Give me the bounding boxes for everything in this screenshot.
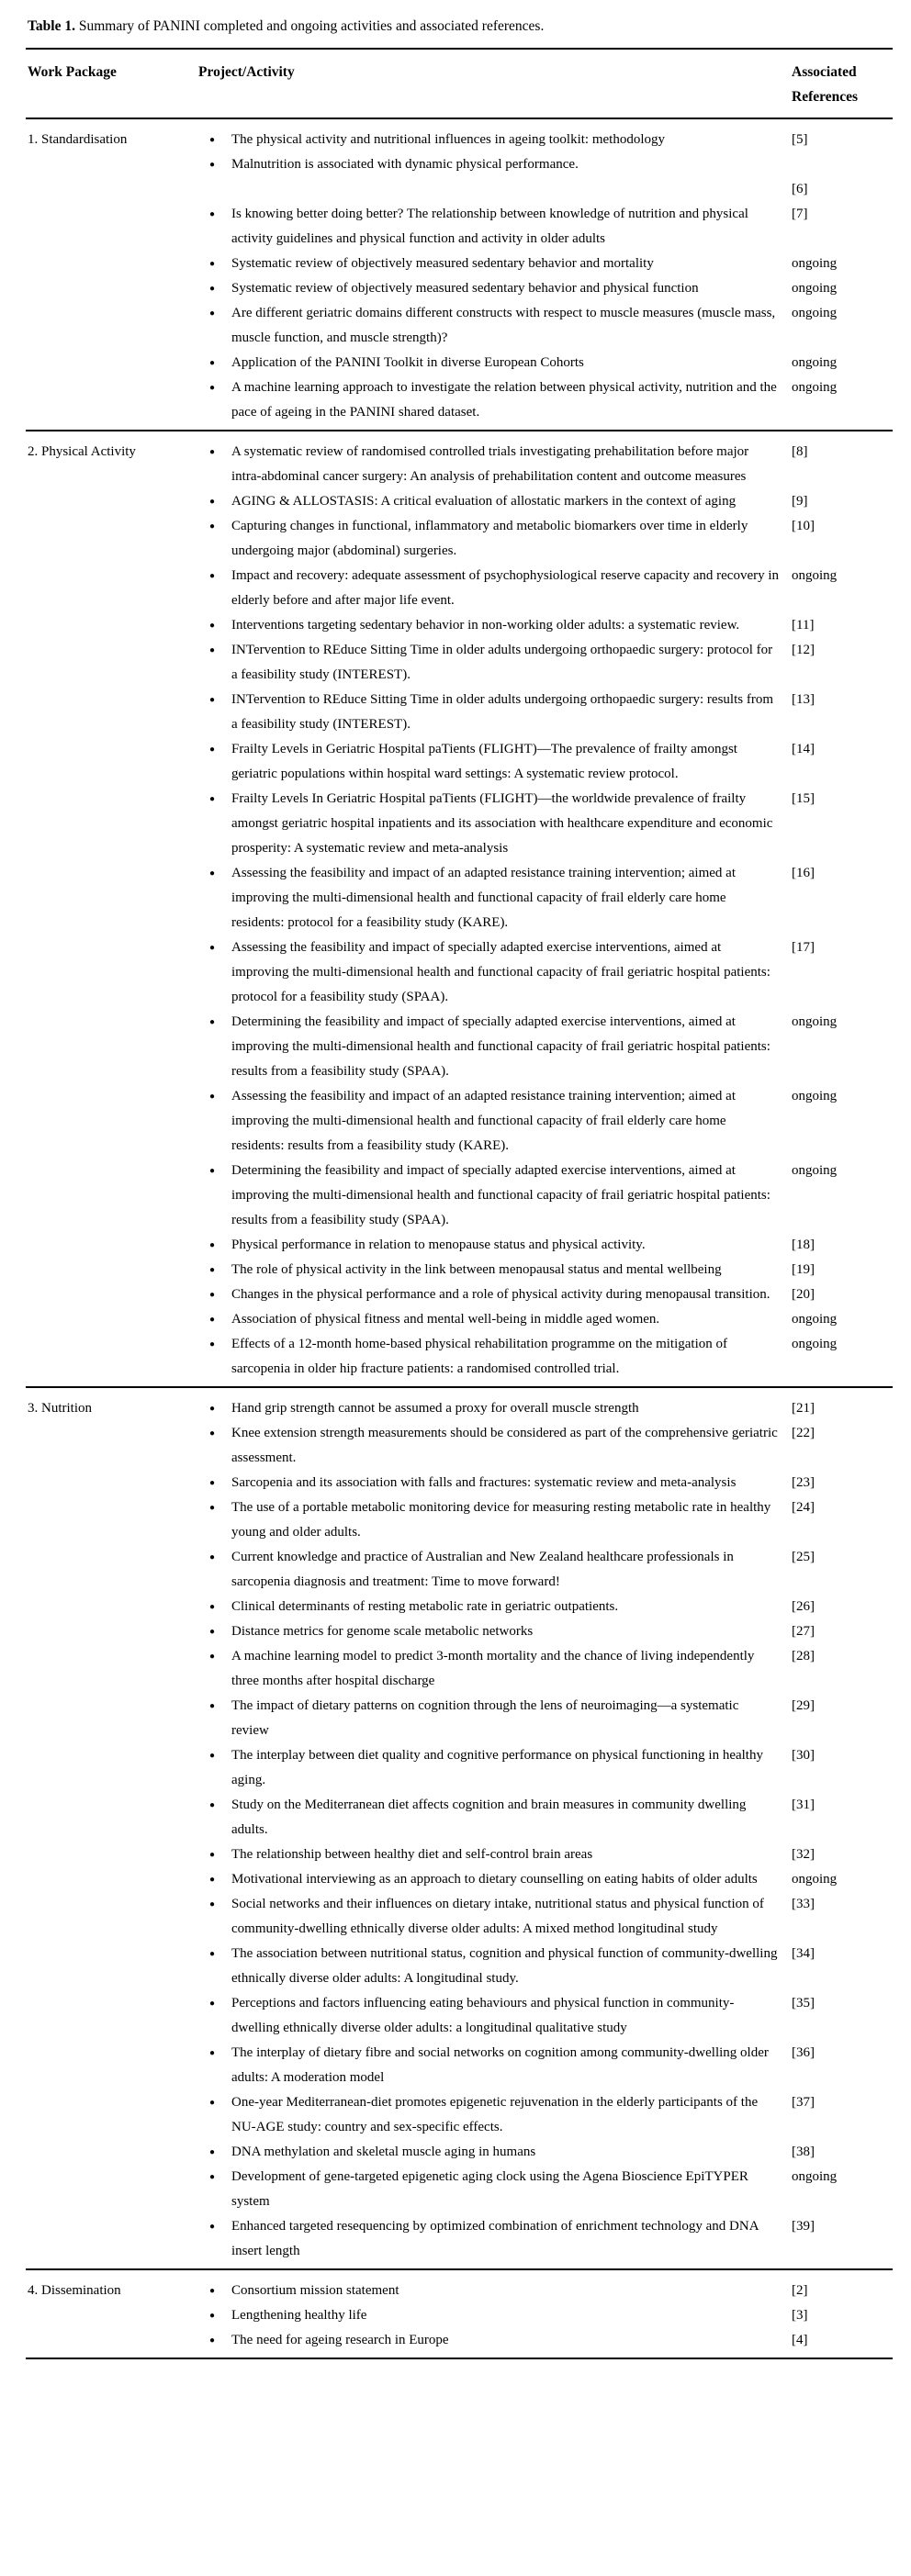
activity-text: The use of a portable metabolic monitoring device for measuring resting metabolic rate in healthy young and older adults. — [231, 1500, 771, 1540]
activity-text: Systematic review of objectively measured sedentary behavior and physical function — [231, 281, 699, 296]
bullet-icon: ● — [208, 259, 216, 269]
activity-text: Social networks and their influences on dietary intake, nutritional status and physical function of community-dwelling ethnically diverse older adults: A mixed method longitudinal study — [231, 1897, 764, 1936]
activity-row — [193, 2214, 893, 2264]
bullet-icon: ● — [208, 1552, 216, 1562]
table-caption-label: Table 1. — [28, 18, 75, 34]
activity-row — [193, 638, 893, 688]
reference-cell: ongoing — [792, 568, 838, 583]
activity-text: Study on the Mediterranean diet affects cognition and brain measures in community dwelling adults. — [231, 1798, 747, 1837]
activity-row — [193, 1332, 893, 1382]
reference-cell: [36] — [792, 2045, 815, 2060]
activity-list — [193, 440, 893, 1382]
activity-row — [193, 1159, 893, 1233]
activity-text: A machine learning approach to investigate the relation between physical activity, nutrition and the pace of ageing in the PANINI shared dataset. — [231, 380, 777, 420]
activity-row — [193, 564, 893, 613]
reference-cell: ongoing — [792, 256, 838, 271]
activity-text: Determining the feasibility and impact of specially adapted exercise interventions, aimed at improving the multi-dimensional health and functional capacity of frail geriatric hospital patients: results from a feasibility study (SPAA). — [231, 1014, 770, 1079]
reference-cell: [26] — [792, 1599, 815, 1614]
activity-text: Physical performance in relation to menopause status and physical activity. — [231, 1238, 646, 1252]
reference-cell: [4] — [792, 2333, 808, 2347]
activity-row — [193, 152, 893, 202]
bullet-icon: ● — [208, 1478, 216, 1488]
activity-text: Malnutrition is associated with dynamic physical performance. — [231, 157, 579, 172]
activity-text: Interventions targeting sedentary behavior in non-working older adults: a systematic review. — [231, 618, 740, 633]
table-section — [26, 1388, 893, 2270]
activity-list — [193, 1396, 893, 2264]
activity-row — [193, 489, 893, 514]
activity-row — [193, 1694, 893, 1743]
activity-row — [193, 1644, 893, 1694]
bullet-icon: ● — [208, 1404, 216, 1414]
activity-row — [193, 1743, 893, 1793]
activity-row — [193, 1793, 893, 1842]
summary-table — [26, 48, 893, 2359]
bullet-icon: ● — [208, 521, 216, 532]
activity-text: INTervention to REduce Sitting Time in older adults undergoing orthopaedic surgery: protocol for a feasibility study (INTEREST). — [231, 643, 773, 682]
reference-cell: [30] — [792, 1748, 815, 1763]
bullet-icon: ● — [208, 745, 216, 755]
activity-text: The physical activity and nutritional influences in ageing toolkit: methodology — [231, 132, 665, 147]
activity-row — [193, 375, 893, 425]
activity-text: Hand grip strength cannot be assumed a proxy for overall muscle strength — [231, 1401, 639, 1416]
bullet-icon: ● — [208, 1800, 216, 1810]
work-package-label: 1. Standardisation — [28, 132, 128, 147]
reference-cell: ongoing — [792, 306, 838, 320]
activity-text: Distance metrics for genome scale metabolic networks — [231, 1624, 534, 1639]
bullet-icon: ● — [208, 1627, 216, 1637]
reference-cell: [31] — [792, 1798, 815, 1812]
reference-cell: [28] — [792, 1649, 815, 1663]
bullet-icon: ● — [208, 2311, 216, 2321]
activity-text: Frailty Levels In Geriatric Hospital paTients (FLIGHT)—the worldwide prevalence of frailty amongst geriatric hospital inpatients and its association with healthcare expenditure and economic prosperity: A systematic review and meta-analysis — [231, 791, 773, 856]
reference-cell: ongoing — [792, 1872, 838, 1887]
activity-row — [193, 1867, 893, 1892]
reference-cell: [22] — [792, 1426, 815, 1440]
bullet-icon: ● — [208, 2222, 216, 2232]
activity-row — [193, 688, 893, 737]
activity-text: DNA methylation and skeletal muscle aging in humans — [231, 2145, 536, 2159]
activity-text: The interplay of dietary fibre and social networks on cognition among community-dwelling older adults: A moderation model — [231, 2045, 769, 2085]
activity-row — [193, 613, 893, 638]
activity-text: Knee extension strength measurements should be considered as part of the comprehensive geriatric assessment. — [231, 1426, 778, 1465]
reference-cell: [16] — [792, 866, 815, 880]
reference-cell: [17] — [792, 940, 815, 955]
activity-row — [193, 252, 893, 276]
activity-row — [193, 861, 893, 935]
bullet-icon: ● — [208, 497, 216, 507]
activity-row — [193, 1545, 893, 1595]
activity-text: Development of gene-targeted epigenetic aging clock using the Agena Bioscience EpiTYPER system — [231, 2169, 748, 2209]
reference-cell: ongoing — [792, 1312, 838, 1327]
activity-row — [193, 202, 893, 252]
reference-cell: [35] — [792, 1996, 815, 2010]
activity-row — [193, 2041, 893, 2090]
bullet-icon: ● — [208, 2335, 216, 2346]
reference-cell: [39] — [792, 2219, 815, 2234]
bullet-icon: ● — [208, 1240, 216, 1250]
work-package-label: 4. Dissemination — [28, 2283, 121, 2298]
bullet-icon: ● — [208, 1503, 216, 1513]
bullet-icon: ● — [208, 383, 216, 393]
activity-text: Motivational interviewing as an approach to dietary counselling on eating habits of older adults — [231, 1872, 758, 1887]
activity-row — [193, 2090, 893, 2140]
activity-text: The association between nutritional status, cognition and physical function of community-dwelling ethnically diverse older adults: A longitudinal study. — [231, 1946, 778, 1986]
bullet-icon: ● — [208, 1999, 216, 2009]
activity-text: A systematic review of randomised controlled trials investigating prehabilitation before major intra-abdominal cancer surgery: An analysis of prehabilitation content and outcome measures — [231, 444, 749, 484]
bullet-icon: ● — [208, 1339, 216, 1350]
activity-row — [193, 2140, 893, 2165]
table-caption — [28, 17, 893, 37]
activity-text: Application of the PANINI Toolkit in diverse European Cohorts — [231, 355, 584, 370]
reference-cell: [29] — [792, 1698, 815, 1713]
activity-text: Perceptions and factors influencing eating behaviours and physical function in community-dwelling ethnically diverse older adults: a longitudinal qualitative study — [231, 1996, 735, 2035]
activity-row — [193, 2279, 893, 2303]
bullet-icon: ● — [208, 1428, 216, 1439]
activity-text: Frailty Levels in Geriatric Hospital paTients (FLIGHT)—The prevalence of frailty amongst geriatric populations within hospital ward settings: A systematic review protocol. — [231, 742, 737, 781]
table-section — [26, 119, 893, 431]
bullet-icon: ● — [208, 1652, 216, 1662]
activity-text: Capturing changes in functional, inflammatory and metabolic biomarkers over time in elderly undergoing major (abdominal) surgeries. — [231, 519, 748, 558]
reference-cell: [2] — [792, 2283, 808, 2298]
activity-text: Are different geriatric domains different constructs with respect to muscle measures (muscle mass, muscle function, and muscle strength)? — [231, 306, 776, 345]
activity-row — [193, 1495, 893, 1545]
bullet-icon: ● — [208, 1949, 216, 1959]
bullet-icon: ● — [208, 160, 216, 170]
activity-row — [193, 1471, 893, 1495]
bullet-icon: ● — [208, 1166, 216, 1176]
reference-cell: [6] — [792, 182, 808, 196]
activity-row — [193, 1595, 893, 1619]
activity-text: The role of physical activity in the link between menopausal status and mental wellbeing — [231, 1262, 722, 1277]
reference-cell: [5] — [792, 132, 808, 147]
reference-cell: [8] — [792, 444, 808, 459]
table-header-row — [26, 50, 893, 119]
activity-row — [193, 301, 893, 351]
activity-text: The impact of dietary patterns on cognition through the lens of neuroimaging—a systematic review — [231, 1698, 739, 1738]
activity-row — [193, 2165, 893, 2214]
reference-cell: [11] — [792, 618, 815, 633]
activity-row — [193, 514, 893, 564]
activity-row — [193, 1942, 893, 1991]
bullet-icon: ● — [208, 2048, 216, 2058]
bullet-icon: ● — [208, 209, 216, 219]
activity-text: The need for ageing research in Europe — [231, 2333, 449, 2347]
reference-cell: [27] — [792, 1624, 815, 1639]
activity-text: Consortium mission statement — [231, 2283, 399, 2298]
reference-cell: ongoing — [792, 1089, 838, 1103]
activity-row — [193, 351, 893, 375]
activity-text: A machine learning model to predict 3-month mortality and the chance of living independently three months after hospital discharge — [231, 1649, 755, 1688]
reference-cell: [23] — [792, 1475, 815, 1490]
bullet-icon: ● — [208, 1850, 216, 1860]
reference-cell: [13] — [792, 692, 815, 707]
bullet-icon: ● — [208, 2172, 216, 2182]
bullet-icon: ● — [208, 1265, 216, 1275]
activity-row — [193, 1842, 893, 1867]
reference-cell: [37] — [792, 2095, 815, 2110]
bullet-icon: ● — [208, 2147, 216, 2157]
bullet-icon: ● — [208, 571, 216, 581]
bullet-icon: ● — [208, 1701, 216, 1711]
activity-text: INTervention to REduce Sitting Time in older adults undergoing orthopaedic surgery: results from a feasibility study (INTEREST). — [231, 692, 773, 732]
activity-text: AGING & ALLOSTASIS: A critical evaluation of allostatic markers in the context of aging — [231, 494, 737, 509]
activity-row — [193, 1421, 893, 1471]
reference-cell: [19] — [792, 1262, 815, 1277]
activity-text: Effects of a 12-month home-based physical rehabilitation programme on the mitigation of sarcopenia in older hip fracture patients: a randomised controlled trial. — [231, 1337, 727, 1376]
activity-row — [193, 1084, 893, 1159]
bullet-icon: ● — [208, 1751, 216, 1761]
bullet-icon: ● — [208, 2098, 216, 2108]
reference-cell: [3] — [792, 2308, 808, 2323]
activity-row — [193, 2328, 893, 2353]
bullet-icon: ● — [208, 447, 216, 457]
activity-text: Assessing the feasibility and impact of specially adapted exercise interventions, aimed at improving the multi-dimensional health and functional capacity of frail geriatric hospital patients: protocol for a feasibility study (SPAA). — [231, 940, 770, 1004]
bullet-icon: ● — [208, 1290, 216, 1300]
bullet-icon: ● — [208, 1899, 216, 1910]
reference-cell: [32] — [792, 1847, 815, 1862]
column-header-work-package: Work Package — [28, 64, 117, 80]
reference-cell: ongoing — [792, 281, 838, 296]
reference-cell: [7] — [792, 207, 808, 221]
activity-text: Current knowledge and practice of Australian and New Zealand healthcare professionals in sarcopenia diagnosis and treatment: Time to move forward! — [231, 1550, 734, 1589]
activity-text: Association of physical fitness and mental well-being in middle aged women. — [231, 1312, 660, 1327]
bullet-icon: ● — [208, 1875, 216, 1885]
reference-cell: ongoing — [792, 355, 838, 370]
reference-cell: [38] — [792, 2145, 815, 2159]
reference-cell: ongoing — [792, 2169, 838, 2184]
reference-cell: [10] — [792, 519, 815, 533]
activity-row — [193, 1233, 893, 1258]
reference-cell: [25] — [792, 1550, 815, 1564]
reference-cell: [15] — [792, 791, 815, 806]
bullet-icon: ● — [208, 308, 216, 319]
activity-text: Lengthening healthy life — [231, 2308, 367, 2323]
table-body — [26, 119, 893, 2358]
reference-cell: [34] — [792, 1946, 815, 1961]
bullet-icon: ● — [208, 621, 216, 631]
activity-row — [193, 1892, 893, 1942]
activity-row — [193, 128, 893, 152]
activity-row — [193, 2303, 893, 2328]
reference-cell: [9] — [792, 494, 808, 509]
reference-cell: [21] — [792, 1401, 815, 1416]
bullet-icon: ● — [208, 1092, 216, 1102]
activity-row — [193, 1282, 893, 1307]
activity-row — [193, 1396, 893, 1421]
reference-cell: [24] — [792, 1500, 815, 1515]
bullet-icon: ● — [208, 794, 216, 804]
activity-row — [193, 737, 893, 787]
activity-text: Is knowing better doing better? The relationship between knowledge of nutrition and physical activity guidelines and physical function and activity in older adults — [231, 207, 748, 246]
bullet-icon: ● — [208, 1602, 216, 1612]
activity-text: One-year Mediterranean-diet promotes epigenetic rejuvenation in the elderly participants of the NU-AGE study: country and sex-specific effects. — [231, 2095, 759, 2134]
reference-cell: ongoing — [792, 1163, 838, 1178]
table-section — [26, 2270, 893, 2358]
activity-text: Sarcopenia and its association with falls and fractures: systematic review and meta-analysis — [231, 1475, 737, 1490]
activity-text: Changes in the physical performance and a role of physical activity during menopausal transition. — [231, 1287, 770, 1302]
activity-list — [193, 128, 893, 425]
activity-text: The interplay between diet quality and cognitive performance on physical functioning in healthy aging. — [231, 1748, 763, 1787]
reference-cell: [18] — [792, 1238, 815, 1252]
reference-cell: ongoing — [792, 1014, 838, 1029]
activity-row — [193, 787, 893, 861]
work-package-label: 2. Physical Activity — [28, 444, 136, 459]
bullet-icon: ● — [208, 695, 216, 705]
table-section — [26, 431, 893, 1388]
reference-cell: [12] — [792, 643, 815, 657]
activity-row — [193, 1991, 893, 2041]
activity-text: Impact and recovery: adequate assessment of psychophysiological reserve capacity and recovery in elderly before and after major life event. — [231, 568, 780, 608]
bullet-icon: ● — [208, 358, 216, 368]
reference-cell: [14] — [792, 742, 815, 756]
activity-text: Assessing the feasibility and impact of an adapted resistance training intervention; aimed at improving the multi-dimensional health and functional capacity of frail elderly care home residents: protocol for a feasibility study (KARE). — [231, 866, 737, 930]
activity-text: Systematic review of objectively measured sedentary behavior and mortality — [231, 256, 654, 271]
activity-list — [193, 2279, 893, 2353]
bullet-icon: ● — [208, 943, 216, 953]
activity-row — [193, 935, 893, 1010]
activity-row — [193, 440, 893, 489]
activity-row — [193, 1010, 893, 1084]
column-header-project-activity: Project/Activity — [198, 64, 295, 80]
activity-text: Clinical determinants of resting metabolic rate in geriatric outpatients. — [231, 1599, 619, 1614]
reference-cell: [33] — [792, 1897, 815, 1911]
bullet-icon: ● — [208, 1315, 216, 1325]
reference-cell: ongoing — [792, 1337, 838, 1351]
reference-cell: [20] — [792, 1287, 815, 1302]
bullet-icon: ● — [208, 284, 216, 294]
bullet-icon: ● — [208, 135, 216, 145]
activity-text: Enhanced targeted resequencing by optimized combination of enrichment technology and DNA insert length — [231, 2219, 759, 2258]
activity-text: Assessing the feasibility and impact of an adapted resistance training intervention; aimed at improving the multi-dimensional health and functional capacity of frail elderly care home residents: results from a feasibility study (KARE). — [231, 1089, 737, 1153]
column-header-associated-references: Associated References — [792, 64, 859, 105]
table-caption-text: Summary of PANINI completed and ongoing activities and associated references. — [74, 18, 545, 34]
bullet-icon: ● — [208, 868, 216, 879]
activity-row — [193, 1307, 893, 1332]
bullet-icon: ● — [208, 1017, 216, 1027]
activity-row — [193, 1258, 893, 1282]
activity-row — [193, 1619, 893, 1644]
activity-row — [193, 276, 893, 301]
work-package-label: 3. Nutrition — [28, 1401, 92, 1416]
activity-text: Determining the feasibility and impact of specially adapted exercise interventions, aimed at improving the multi-dimensional health and functional capacity of frail geriatric hospital patients: results from a feasibility study (SPAA). — [231, 1163, 770, 1227]
bullet-icon: ● — [208, 2286, 216, 2296]
bullet-icon: ● — [208, 645, 216, 655]
activity-text: The relationship between healthy diet and self-control brain areas — [231, 1847, 593, 1862]
reference-cell: ongoing — [792, 380, 838, 395]
